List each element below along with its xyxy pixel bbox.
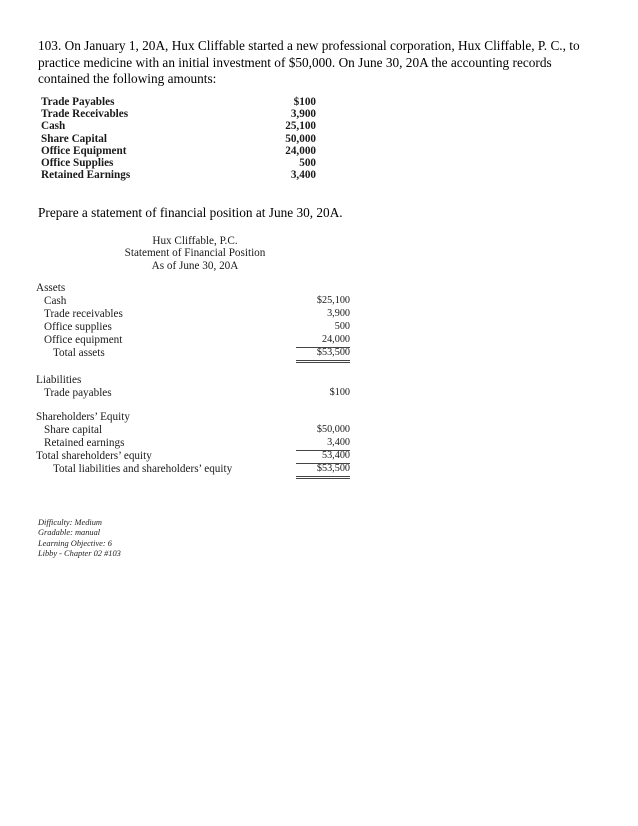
- equipment-label: Office equipment: [44, 334, 123, 346]
- retained-earnings-label: Retained earnings: [44, 437, 125, 449]
- equity-heading: Shareholders’ Equity: [36, 411, 130, 423]
- share-capital-label: Share capital: [44, 424, 103, 436]
- account-amount: 500: [299, 157, 316, 170]
- payables-amount: $100: [329, 387, 350, 398]
- question-text: 103. On January 1, 20A, Hux Cliffable started a new professional corporation, Hux Cliffable, P. C., to practice medicine with an initial investment of $50,000. On June 30, 20A the accounting records contained the following amounts:: [38, 38, 580, 86]
- instruction-text: Prepare a statement of financial position at June 30, 20A.: [38, 205, 343, 220]
- account-name: Office Equipment: [41, 144, 127, 157]
- total-equity-amount: 53,400: [294, 450, 350, 463]
- account-row: [41, 157, 316, 169]
- share-capital-amount: $50,000: [316, 424, 350, 435]
- gradable-label: Gradable: manual: [38, 528, 101, 538]
- payables-label: Trade payables: [44, 387, 112, 399]
- supplies-label: Office supplies: [44, 321, 112, 333]
- account-name: Cash: [41, 120, 66, 133]
- account-amount: 50,000: [285, 132, 316, 145]
- account-amount: 3,400: [290, 169, 316, 182]
- statement-title: Statement of Financial Position: [124, 247, 266, 259]
- account-name: Trade Payables: [41, 96, 115, 108]
- total-equity-label: Total shareholders’ equity: [36, 450, 152, 462]
- account-row: [41, 145, 316, 157]
- equity-heading-row: [36, 411, 350, 424]
- statement-row: [36, 334, 350, 347]
- question-metadata: [38, 518, 121, 560]
- difficulty-label: Difficulty: Medium: [38, 518, 102, 527]
- equipment-amount: 24,000: [294, 334, 350, 347]
- account-name: Office Supplies: [41, 157, 114, 170]
- statement-row: [36, 424, 350, 437]
- total-assets-label: Total assets: [53, 347, 105, 359]
- liabilities-heading: Liabilities: [36, 374, 82, 386]
- liabilities-heading-row: [36, 374, 350, 387]
- statement-row: [36, 450, 350, 463]
- assets-heading-row: [36, 282, 350, 295]
- account-row: [41, 120, 316, 132]
- account-amount: 25,100: [285, 120, 316, 133]
- statement-row: [36, 347, 350, 360]
- statement-row: [36, 463, 350, 476]
- account-name: Share Capital: [41, 132, 107, 145]
- account-row: [41, 108, 316, 120]
- total-liabilities-equity-label: Total liabilities and shareholders’ equity: [53, 463, 233, 475]
- learning-objective-label: Learning Objective: 6: [38, 538, 112, 548]
- cash-label: Cash: [44, 295, 67, 307]
- account-amount: 24,000: [285, 144, 316, 157]
- assets-heading: Assets: [36, 282, 66, 294]
- accounts-table: [41, 96, 316, 181]
- statement-row: [36, 437, 350, 450]
- cash-amount: $25,100: [316, 295, 350, 306]
- account-name: Trade Receivables: [41, 108, 129, 121]
- company-name: Hux Cliffable, P.C.: [152, 235, 238, 247]
- account-row: [41, 133, 316, 145]
- retained-earnings-amount: 3,400: [294, 437, 350, 450]
- statement-row: [36, 308, 350, 321]
- receivables-amount: 3,900: [327, 308, 350, 319]
- total-liabilities-equity-amount: $53,500: [294, 463, 350, 476]
- account-amount: $100: [293, 96, 316, 108]
- account-row: [41, 96, 316, 108]
- account-row: [41, 169, 316, 181]
- receivables-label: Trade receivables: [44, 308, 123, 320]
- statement-row: [36, 321, 350, 334]
- source-label: Libby - Chapter 02 #103: [38, 549, 121, 559]
- account-name: Retained Earnings: [41, 169, 131, 182]
- statement-date: As of June 30, 20A: [151, 260, 239, 272]
- account-amount: 3,900: [290, 108, 316, 121]
- supplies-amount: 500: [334, 321, 350, 332]
- statement-row: [36, 387, 350, 400]
- statement-row: [36, 295, 350, 308]
- total-assets-amount: $53,500: [294, 347, 350, 360]
